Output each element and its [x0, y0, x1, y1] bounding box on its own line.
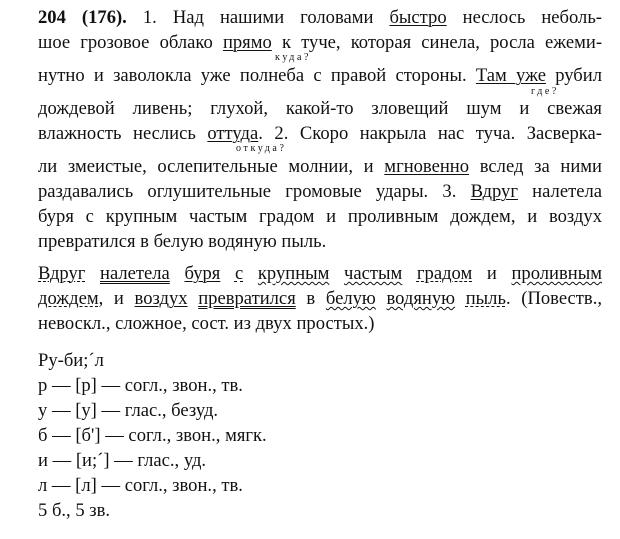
question-gde: где?: [531, 86, 559, 97]
text-line-2: шое грозовое облако прямо к туче, которая синела, росла ежеми-: [38, 32, 603, 53]
adverb-ottuda: оттуда: [207, 123, 259, 144]
analysis-line-3: невоскл., сложное, сост. из двух простых.): [38, 313, 375, 334]
phonetic-row: р — [р] — согл., звон., тв.: [38, 375, 243, 396]
text-line-1: 204 (176). 1. Над нашими головами быстро неслось неболь-: [38, 7, 602, 28]
phonetic-row: у — [у] — глас., безуд.: [38, 400, 219, 421]
exercise-alt-number: (176).: [81, 7, 127, 28]
question-otkuda: откуда?: [236, 143, 287, 154]
phonetic-word: Ру-би;´л: [38, 350, 104, 371]
text-line-7: раздавались оглушительные громовые удары. 3. Вдруг налетела: [38, 181, 602, 202]
text-line-3: нутно и заволокла уже полнеба с правой стороны. Там уже рубил: [38, 65, 602, 86]
exercise-number: 204: [38, 7, 66, 28]
phonetic-row: б — [б'] — согл., звон., мягк.: [38, 425, 267, 446]
text-line-5: влажность неслись оттуда. 2. Скоро накрыла нас туча. Засверка-: [38, 123, 602, 144]
text-line-4: дождевой ливень; глухой, какой-то зловещий шум и свежая: [38, 98, 602, 119]
phonetic-summary: 5 б., 5 зв.: [38, 500, 111, 521]
adverb-mgnovenno: мгновенно: [384, 156, 470, 177]
analysis-line-2: дождем, и воздух превратился в белую водяную пыль. (Повеств.,: [38, 288, 603, 309]
adverb-pryamo: прямо: [222, 32, 272, 53]
phonetic-row: и — [и;´] — глас., уд.: [38, 450, 207, 471]
adverb-tam-uzhe: Там уже: [475, 65, 546, 86]
phonetic-row: л — [л] — согл., звон., тв.: [38, 475, 243, 496]
adverb-vdrug: Вдруг: [470, 181, 518, 202]
text-line-8: буря с крупным частым градом и проливным дождем, и воздух: [38, 206, 602, 227]
text-line-9: превратился в белую водяную пыль.: [38, 231, 327, 252]
adverb-bystro: быстро: [389, 7, 447, 28]
text-line-6: ли змеистые, ослепительные молнии, и мгновенно вслед за ними: [38, 156, 602, 177]
analysis-line-1: Вдруг налетела буря с крупным частым градом и проливным: [38, 263, 602, 284]
question-kuda: куда?: [275, 52, 312, 63]
